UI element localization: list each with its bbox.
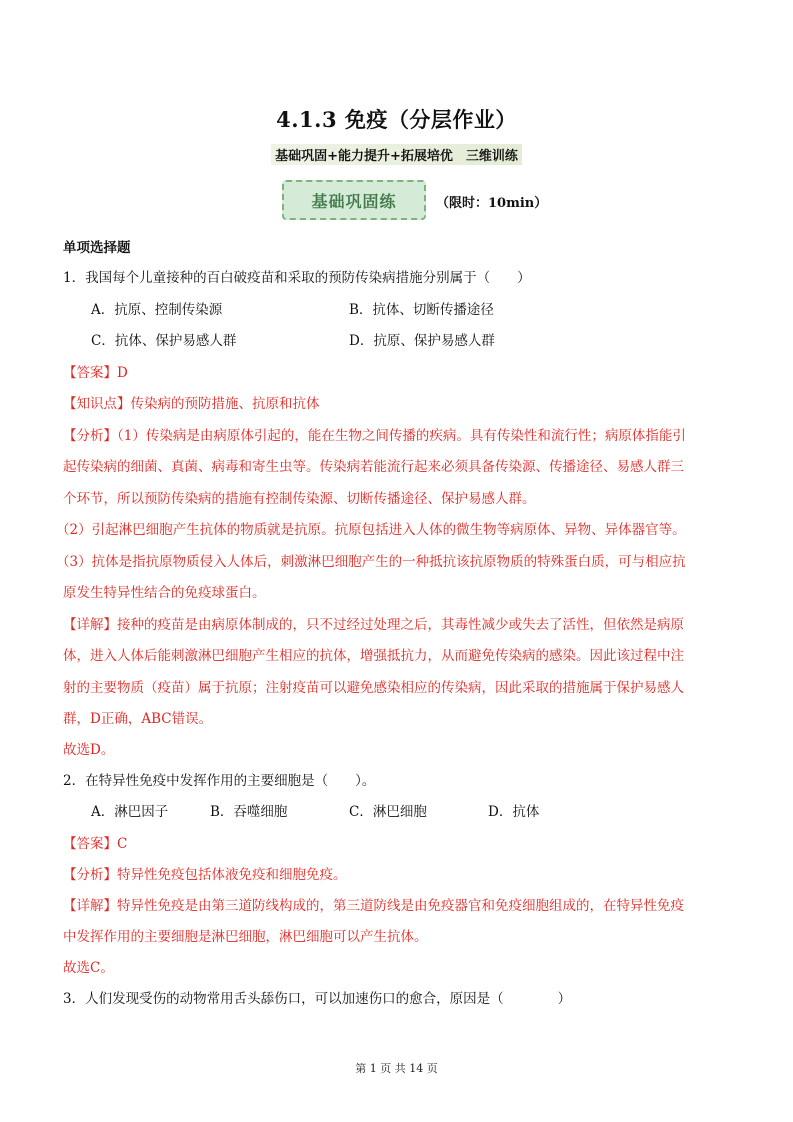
q2-option-c: C．淋巴细胞 [349,804,427,820]
q1-detail-line: 【详解】接种的疫苗是由病原体制成的，只不过经过处理之后，其毒性减少或失去了活性，但依然是病原 [63,617,684,633]
q1-answer: 【答案】D [63,365,128,381]
section-heading: 单项选择题 [63,240,131,256]
q2-conclusion: 故选C。 [63,960,114,976]
q2-detail-line: 中发挥作用的主要细胞是淋巴细胞，淋巴细胞可以产生抗体。 [63,929,428,945]
q1-detail-line: 射的主要物质（疫苗）属于抗原；注射疫苗可以避免感染相应的传染病，因此采取的措施属于保护易感人 [63,680,684,696]
q1-analysis-line: （3）抗体是指抗原物质侵入人体后，刺激淋巴细胞产生的一种抵抗该抗原物质的特殊蛋白质，可与相应抗 [56,554,686,570]
question-3-stem: 3．人们发现受伤的动物常用舌头舔伤口，可以加速伤口的愈合，原因是（ ） [63,991,572,1007]
page-subtitle: 基础巩固+能力提升+拓展培优 三维训练 [271,144,522,165]
page-title: 4.1.3 免疫（分层作业） [276,107,517,132]
q1-detail-line: 体，进入人体后能刺激淋巴细胞产生相应的抗体，增强抵抗力，从而避免传染病的感染。因此该过程中注 [63,648,684,664]
question-2-stem: 2．在特异性免疫中发挥作用的主要细胞是（ ）。 [63,773,376,789]
time-limit: （限时：10min） [436,196,548,211]
q2-analysis: 【分析】特异性免疫包括体液免疫和细胞免疫。 [63,867,347,883]
q1-option-b: B．抗体、切断传播途径 [349,302,494,318]
q1-option-a: A．抗原、控制传染源 [91,302,223,318]
q1-knowledge: 【知识点】传染病的预防措施、抗原和抗体 [63,396,320,412]
q2-option-d: D．抗体 [488,804,540,820]
q1-analysis-line: （2）引起淋巴细胞产生抗体的物质就是抗原。抗原包括进入人体的微生物等病原体、异物、异体器官等。 [56,522,686,538]
q2-option-a: A．淋巴因子 [91,804,169,820]
q1-option-d: D．抗原、保护易感人群 [349,333,495,349]
q1-analysis-line: 【分析】（1）传染病是由病原体引起的，能在生物之间传播的疾病。具有传染性和流行性；病原体指能引 [63,428,686,444]
q1-conclusion: 故选D。 [63,742,115,758]
q1-analysis-line: 个环节，所以预防传染病的措施有控制传染源、切断传播途径、保护易感人群。 [63,491,536,507]
q1-detail-line: 群，D正确，ABC错误。 [63,711,213,727]
q1-analysis-line: 起传染病的细菌、真菌、病毒和寄生虫等。传染病若能流行起来必须具备传染源、传播途径、易感人群三 [63,459,684,475]
q2-option-b: B．吞噬细胞 [210,804,288,820]
subtitle-row [0,144,793,165]
q2-detail-line: 【详解】特异性免疫是由第三道防线构成的，第三道防线是由免疫器官和免疫细胞组成的，在特异性免疫 [63,898,684,914]
q1-analysis-line: 原发生特异性结合的免疫球蛋白。 [63,585,266,601]
q2-answer: 【答案】C [63,836,128,852]
question-1-stem: 1．我国每个儿童接种的百白破疫苗和采取的预防传染病措施分别属于（ ） [63,270,531,286]
section-badge: 基础巩固练 [282,180,426,220]
page-footer: 第 1 页 共 14 页 [355,1062,438,1075]
q1-option-c: C．抗体、保护易感人群 [91,333,237,349]
